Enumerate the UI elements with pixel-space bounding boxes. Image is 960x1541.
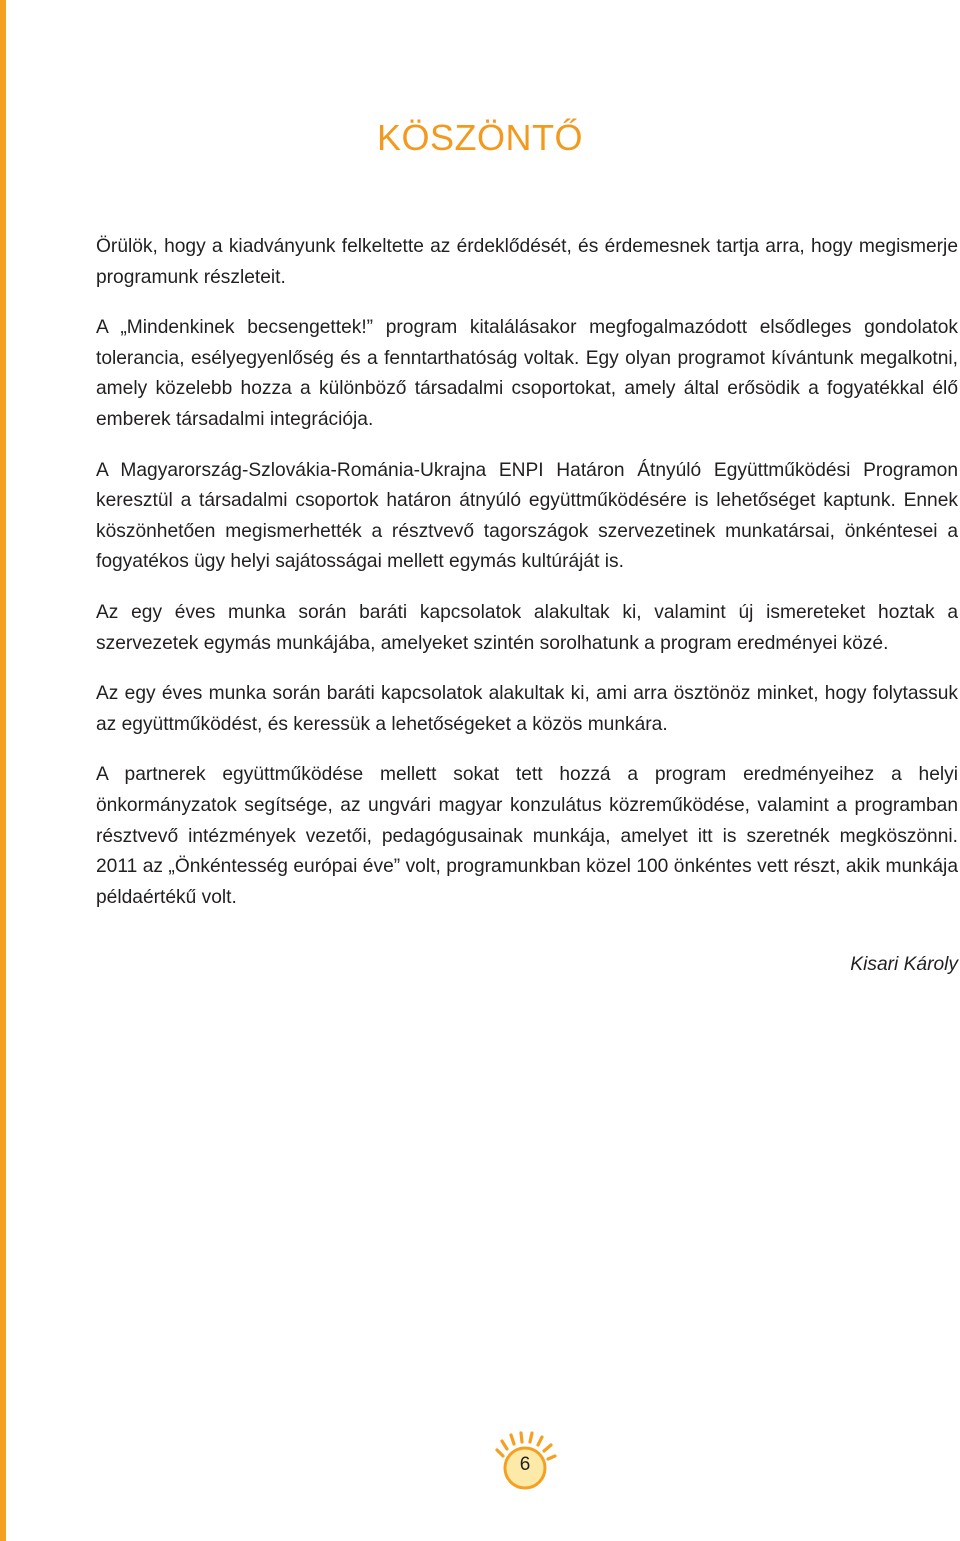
paragraph-1: Örülök, hogy a kiadványunk felkeltette az érdeklődését, és érdemesnek tartja arra, hogy megismerje programunk részleteit. [96,236,958,288]
page-title: KÖSZÖNTŐ [376,117,583,158]
paragraph-4: Az egy éves munka során baráti kapcsolatok alakultak ki, valamint új ismereteket hoztak a szervezetek egymás munkájába, amelyeket szintén sorolhatunk a program eredményei közé. [96,601,958,654]
left-accent-bar [0,0,6,1541]
paragraph-2: A „Mindenkinek becsengettek!” program kitalálásakor megfogalmazódott elsődleges gondolatok tolerancia, esélyegyenlőség és a fenntarthatóság voltak. Egy olyan programot kívántunk megalkotni, amely közelebb hozza a különböző társadalmi csoportokat, amely által erősödik a fogyatékkal élő emberek társadalmi integrációja. [96,317,958,430]
page-number: 6 [519,1454,531,1475]
paragraph-5: Az egy éves munka során baráti kapcsolatok alakultak ki, ami arra ösztönöz minket, hogy folytassuk az együttműködést, és keressük a lehetőségeket a közös munkára. [96,683,958,735]
document-body [96,232,958,933]
page-number-badge [493,1430,557,1494]
signature: Kisari Károly [850,954,958,975]
paragraph-6: A partnerek együttműködése mellett sokat tett hozzá a program eredményeihez a helyi önkormányzatok segítsége, az ungvári magyar konzulátus közreműködése, valamint a programban résztvevő intézmények vezetői, pedagógusainak munkája, amelyet itt is szeretnék megköszönni. 2011 az „Önkéntesség európai éve” volt, programunkban közel 100 önkéntes vett részt, akik munkája példaértékű volt. [96,764,958,908]
paragraph-3: A Magyarország-Szlovákia-Románia-Ukrajna ENPI Határon Átnyúló Együttműködési Programon keresztül a társadalmi csoportok határon átnyúló együttműködésére is lehetőséget kaptunk. Ennek köszönhetően megismerhették a résztvevő tagországok szervezetinek munkatársai, önkéntesei a fogyatékos ügy helyi sajátosságai mellett egymás kultúráját is. [96,459,958,573]
